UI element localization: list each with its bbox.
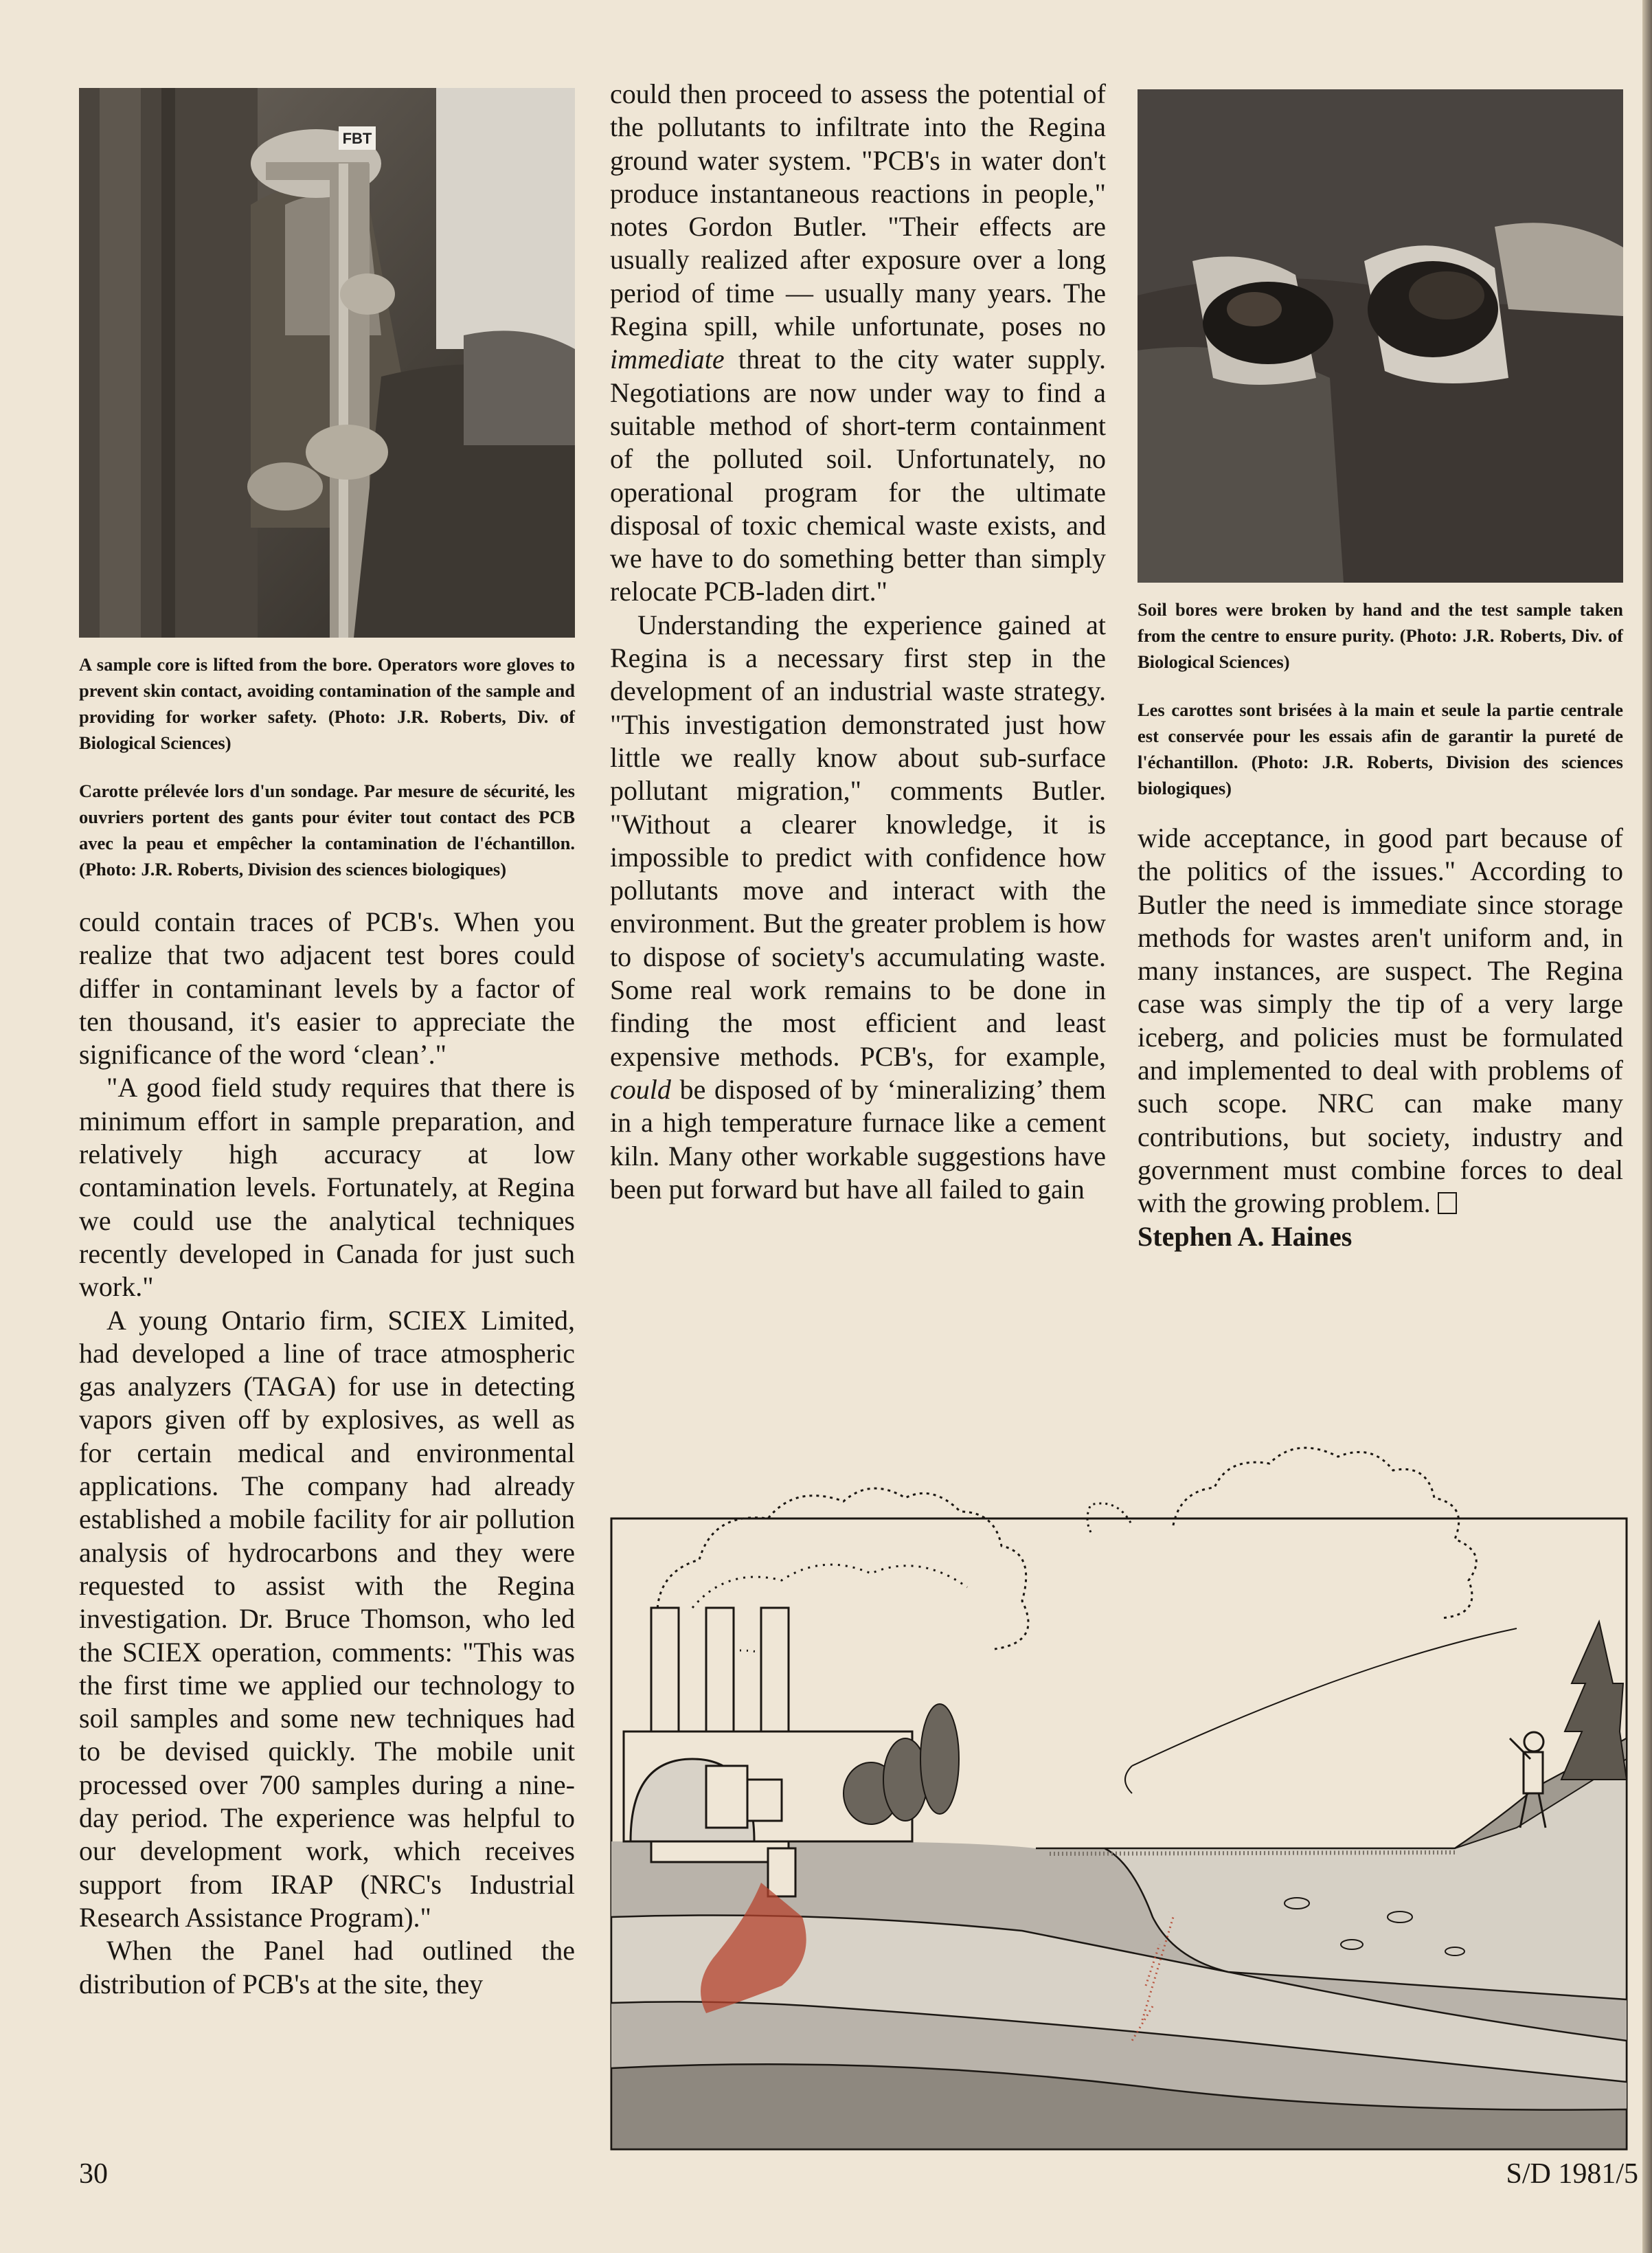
paragraph: could then proceed to assess the potential of the pollutants to infiltrate into the Regina ground water system. "PCB's in water don't produce instantaneous reactions in people," notes Gordon Butler. "Their effects are usually realized after exposure over a long period of time — usually many years. The Regina spill, while unfortunate, poses no immediate threat to the city water supply. Negotiations are now under way to find a suitable method of short-term containment of the polluted soil. Unfortunately, no operational program for the ultimate disposal of toxic chemical waste exists, and we have to do something better than simply relocate PCB-laden dirt." — [610, 78, 1106, 607]
photo-sample-core-lifted — [79, 88, 575, 638]
page-number: 30 — [79, 2158, 108, 2190]
author-byline: Stephen A. Haines — [1138, 1220, 1353, 1252]
end-mark-icon — [1438, 1192, 1457, 1214]
page-edge — [1642, 0, 1652, 2253]
caption-left-en: A sample core is lifted from the bore. Operators wore gloves to prevent skin contact, avoiding contamination of the sample and providing for worker safety. (Photo: J.R. Roberts, Div. of Biological Sciences) — [79, 654, 575, 753]
paragraph: "A good field study requires that there is minimum effort in sample preparation, and relatively high accuracy at low contamination levels. Fortunately, at Regina we could use the analytical techniques recently developed in Canada for just such work." — [79, 1072, 575, 1303]
caption-left-fr: Carotte prélevée lors d'un sondage. Par mesure de sécurité, les ouvriers portent des gants pour éviter tout contact des PCB avec la peau et empêcher la contamination de l'échantillon. (Photo: J.R. Roberts, Division des sciences biologiques) — [79, 781, 575, 879]
caption-right-en: Soil bores were broken by hand and the test sample taken from the centre to ensure purity. (Photo: J.R. Roberts, Div. of Biological Sciences) — [1138, 599, 1623, 672]
photo-soil-bores-image — [1138, 89, 1623, 583]
caption-right-fr: Les carottes sont brisées à la main et seule la partie centrale est conservée pour les essais afin de garantir la pureté de l'échantillon. (Photo: J.R. Roberts, Division des sciences biologiques) — [1138, 699, 1623, 798]
pollution-migration-illustration — [610, 1436, 1628, 2151]
photo-soil-bores-broken — [1138, 89, 1623, 583]
paragraph: could contain traces of PCB's. When you realize that two adjacent test bores could differ in contaminant levels by a factor of ten thousand, it's easier to appreciate the significance of the word ‘clean’." — [79, 906, 575, 1071]
illustration-drawing — [610, 1436, 1628, 2151]
paragraph: wide acceptance, in good part because of the politics of the issues." According to Butler the need is immediate since storage methods for wastes aren't uniform and, in many instances, are suspect. The Regina case was simply the tip of a very large iceberg, and policies must be formulated and implemented to deal with problems of such scope. NRC can make many contributions, but society, industry and government must combine forces to deal with the growing problem. — [1138, 822, 1623, 1219]
middle-column — [610, 78, 1106, 1206]
issue-label: S/D 1981/5 — [1506, 2158, 1638, 2190]
photo-sample-core-image — [79, 88, 575, 638]
article-column-2 — [610, 78, 1106, 1206]
paragraph: Understanding the experience gained at Regina is a necessary first step in the development of an industrial waste strategy. "This investigation demonstrated just how little we really know about sub-surface pollutant migration," comments Butler. "Without a clearer knowledge, it is impossible to predict with confidence how pollutants move and interact with the environment. But the greater problem is how to dispose of society's accumulating waste. Some real work remains to be done in finding the most efficient and least expensive methods. PCB's, for example, could be disposed of by ‘mineralizing’ them in a high temperature furnace like a cement kiln. Many other workable suggestions have been put forward but have all failed to gain — [610, 609, 1106, 1204]
paragraph: When the Panel had outlined the distribution of PCB's at the site, they — [79, 1935, 575, 1999]
article-column-1 — [79, 906, 575, 2001]
hat-label: FBT — [342, 130, 372, 147]
article-column-3 — [1138, 822, 1623, 1253]
left-column — [79, 651, 575, 2001]
right-column — [1138, 596, 1623, 1253]
paragraph: A young Ontario firm, SCIEX Limited, had developed a line of trace atmospheric gas analyzers (TAGA) for use in detecting vapors given off by explosives, as well as for certain medical and environmental applications. The company had already established a mobile facility for air pollution analysis of hydrocarbons and they were requested to assist with the Regina investigation. Dr. Bruce Thomson, who led the SCIEX operation, comments: "This was the first time we applied our technology to soil samples and some new techniques had to be devised quickly. The mobile unit processed over 700 samples during a nine-day period. The experience was helpful to our development work, which receives support from IRAP (NRC's Industrial Research Assistance Program)." — [79, 1304, 575, 1933]
